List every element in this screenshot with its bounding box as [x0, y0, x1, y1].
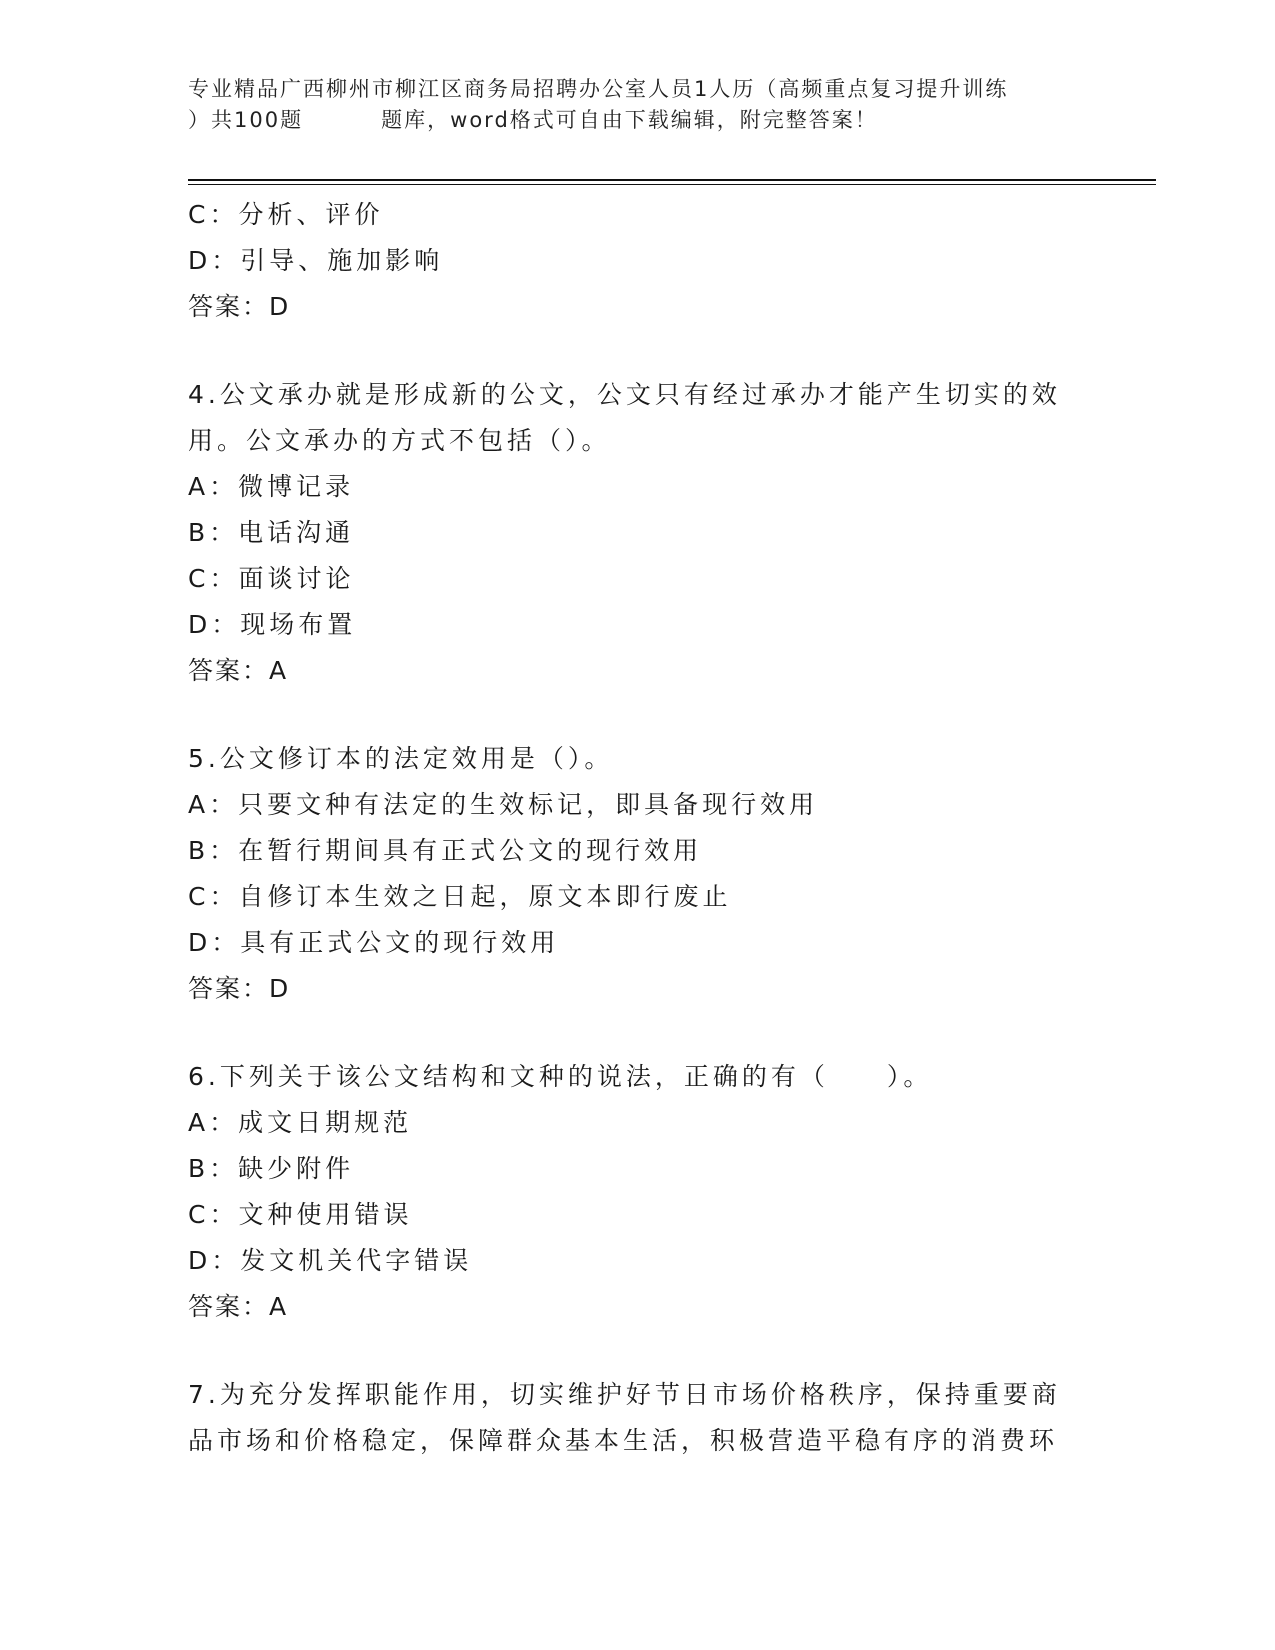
question-stem: 5.公文修订本的法定效用是（）。 [188, 744, 614, 773]
option-a: A：微博记录 [188, 472, 355, 501]
option-c: C：文种使用错误 [188, 1200, 413, 1229]
question-stem: 7.为充分发挥职能作用，切实维护好节日市场价格秩序，保持重要商 [188, 1380, 1061, 1409]
spacer [188, 1330, 1088, 1372]
header-rule-thick [188, 179, 1156, 181]
question-stem-continued: 用。公文承办的方式不包括（）。 [188, 426, 611, 455]
spacer [188, 1012, 1088, 1054]
question-stem: 6.下列关于该公文结构和文种的说法，正确的有（ ）。 [188, 1062, 933, 1091]
question-5 [188, 736, 1088, 1012]
question-6 [188, 1054, 1088, 1330]
option-d: D：现场布置 [188, 610, 357, 639]
answer-line: 答案：A [188, 1292, 289, 1321]
document-body [188, 192, 1088, 1464]
document-header [188, 74, 1088, 136]
option-c: C：自修订本生效之日起，原文本即行废止 [188, 882, 732, 911]
question-stem-continued: 品市场和价格稳定，保障群众基本生活，积极营造平稳有序的消费环 [188, 1426, 1059, 1455]
option-d: D：发文机关代字错误 [188, 1246, 473, 1275]
answer-line: 答案：A [188, 656, 289, 685]
question-3-tail [188, 192, 1088, 330]
header-rule-thin [188, 184, 1156, 185]
option-c: C：面谈讨论 [188, 564, 355, 593]
option-b: B：缺少附件 [188, 1154, 355, 1183]
question-7 [188, 1372, 1088, 1464]
answer-line: 答案：D [188, 974, 291, 1003]
option-a: A：只要文种有法定的生效标记，即具备现行效用 [188, 790, 819, 819]
option-a: A：成文日期规范 [188, 1108, 413, 1137]
header-title-line2: ）共100题 题库，word格式可自由下载编辑，附完整答案！ [188, 108, 878, 132]
header-title-line1: 专业精品广西柳州市柳江区商务局招聘办公室人员1人历（高频重点复习提升训练 [188, 77, 1009, 101]
option-b: B：在暂行期间具有正式公文的现行效用 [188, 836, 703, 865]
spacer [188, 330, 1088, 372]
option-b: B：电话沟通 [188, 518, 355, 547]
spacer [188, 694, 1088, 736]
answer-line: 答案：D [188, 292, 291, 321]
question-stem: 4.公文承办就是形成新的公文，公文只有经过承办才能产生切实的效 [188, 380, 1061, 409]
option-d: D：具有正式公文的现行效用 [188, 928, 560, 957]
option-d: D：引导、施加影响 [188, 246, 444, 275]
question-4 [188, 372, 1088, 694]
option-c: C：分析、评价 [188, 200, 384, 229]
